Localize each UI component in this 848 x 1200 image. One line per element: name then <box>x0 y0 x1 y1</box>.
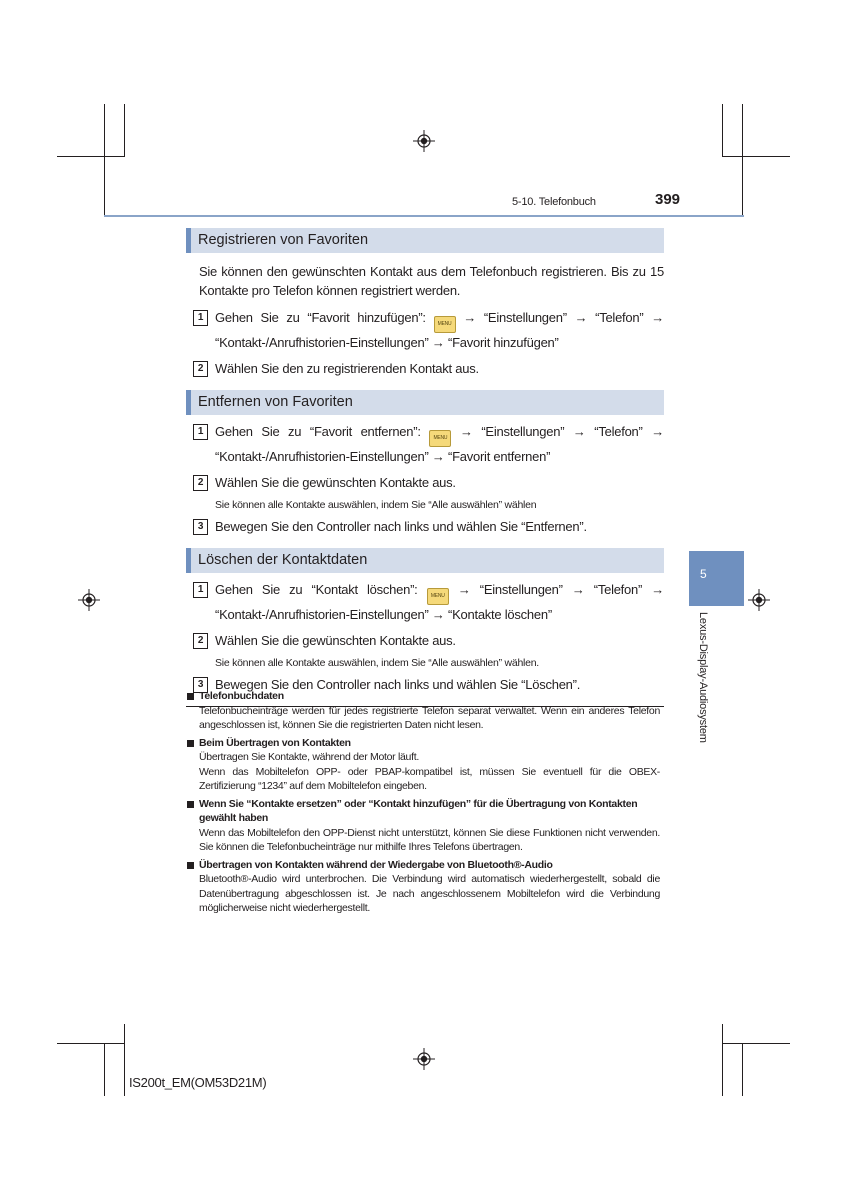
crop-mark <box>722 104 723 157</box>
step-number: 2 <box>193 475 208 491</box>
step-text: Gehen Sie zu “Favorit hinzufügen”: <box>215 310 426 325</box>
step-note: Sie können alle Kontakte auswählen, indem Sie “Alle auswählen” wählen <box>215 499 537 511</box>
chapter-number: 5 <box>700 567 707 581</box>
crop-mark <box>742 1043 743 1096</box>
bullet-square-icon <box>187 740 194 747</box>
section-intro: Sie können den gewünschten Kontakt aus dem Telefonbuch registrieren. Bis zu 15 Kontakte pro Telefon können registriert werden. <box>199 264 664 298</box>
crop-mark <box>722 1043 790 1044</box>
step-text: → “Einstellungen” → “Telefon” → “Kontakt-/Anrufhistorien-Einstellungen” → “Favorit entfernen” <box>215 424 664 464</box>
crop-mark <box>104 1043 105 1096</box>
note-item <box>186 736 660 794</box>
step-number: 3 <box>193 519 208 535</box>
registration-mark-icon <box>413 130 435 152</box>
note-body: Bluetooth®-Audio wird unterbrochen. Die Verbindung wird automatisch wiederhergestellt, sobald die Datenübertragung abgeschlossen ist. Je nach angeschlossenem Mobiltelefon wird die Verbindung möglicherweise nicht wiederhergestellt. <box>199 873 660 914</box>
step-number: 2 <box>193 361 208 377</box>
registration-mark-icon <box>413 1048 435 1070</box>
step-text: Bewegen Sie den Controller nach links und wählen Sie “Löschen”. <box>215 677 581 692</box>
step <box>186 580 664 624</box>
crop-mark <box>742 104 743 216</box>
step-number: 2 <box>193 633 208 649</box>
crop-mark <box>57 156 124 157</box>
registration-mark-icon <box>748 589 770 611</box>
crop-mark <box>124 1024 125 1096</box>
step-text: Wählen Sie die gewünschten Kontakte aus. <box>215 475 456 490</box>
registration-mark-icon <box>78 589 100 611</box>
document-code: IS200t_EM(OM53D21M) <box>129 1075 267 1090</box>
main-content <box>186 228 664 707</box>
note-body: Übertragen Sie Kontakte, während der Motor läuft. <box>199 751 419 763</box>
step <box>186 359 664 378</box>
step-text: → “Einstellungen” → “Telefon” → “Kontakt-/Anrufhistorien-Einstellungen” → “Favorit hinzufügen” <box>215 310 664 350</box>
step <box>186 631 664 650</box>
step-note: Sie können alle Kontakte auswählen, indem Sie “Alle auswählen” wählen. <box>215 657 539 669</box>
step-text: Bewegen Sie den Controller nach links und wählen Sie “Entfernen”. <box>215 519 587 534</box>
note-heading: Telefonbuchdaten <box>186 689 660 704</box>
menu-button-icon: MENU <box>429 430 451 447</box>
page-number: 399 <box>655 191 681 208</box>
step-text: Gehen Sie zu “Favorit entfernen”: <box>215 424 421 439</box>
crop-mark <box>104 104 105 216</box>
step-text: Gehen Sie zu “Kontakt löschen”: <box>215 582 418 597</box>
notes-block <box>186 686 660 916</box>
note-heading: Beim Übertragen von Kontakten <box>186 736 660 751</box>
note-item <box>186 797 660 855</box>
step-text: Wählen Sie den zu registrierenden Kontakt aus. <box>215 361 479 376</box>
crop-mark <box>722 1024 723 1096</box>
note-item <box>186 689 660 733</box>
step <box>186 473 664 492</box>
bullet-square-icon <box>187 862 194 869</box>
crop-mark <box>722 156 790 157</box>
step <box>186 308 664 352</box>
menu-button-icon: MENU <box>427 588 449 605</box>
step-text: → “Einstellungen” → “Telefon” → “Kontakt-/Anrufhistorien-Einstellungen” → “Kontakte löschen” <box>215 582 664 622</box>
note-body: Wenn das Mobiltelefon den OPP-Dienst nicht unterstützt, können Sie diese Funktionen nicht verwenden. Sie können die Telefonbucheinträge nur mithilfe Ihres Telefons übertragen. <box>199 826 660 853</box>
step <box>186 422 664 466</box>
crop-mark <box>124 104 125 157</box>
step-number: 1 <box>193 310 208 326</box>
step-number: 3 <box>193 677 208 693</box>
step <box>186 517 664 536</box>
crop-mark <box>57 1043 124 1044</box>
section-title: Registrieren von Favoriten <box>186 228 664 253</box>
step-text: Wählen Sie die gewünschten Kontakte aus. <box>215 633 456 648</box>
bullet-square-icon <box>187 801 194 808</box>
note-item <box>186 858 660 916</box>
step-number: 1 <box>193 424 208 440</box>
bullet-square-icon <box>187 693 194 700</box>
note-body: Telefonbucheinträge werden für jedes registrierte Telefon separat verwaltet. Wenn ein anderes Telefon angeschlossen ist, können Sie die registrierten Daten nicht lesen. <box>199 704 660 731</box>
header-rule <box>104 215 744 217</box>
step-number: 1 <box>193 582 208 598</box>
note-body: Wenn das Mobiltelefon OPP- oder PBAP-kompatibel ist, müssen Sie eventuell für die OBEX-Zertifizierung “1234” auf dem Mobiltelefon eingeben. <box>199 765 660 792</box>
note-heading: Übertragen von Kontakten während der Wiedergabe von Bluetooth®-Audio <box>186 858 660 873</box>
chapter-tab <box>689 551 744 606</box>
section-title: Löschen der Kontaktdaten <box>186 548 664 573</box>
running-header-section: 5-10. Telefonbuch <box>512 196 596 208</box>
section-title: Entfernen von Favoriten <box>186 390 664 415</box>
note-heading: Wenn Sie “Kontakte ersetzen” oder “Kontakt hinzufügen” für die Übertragung von Kontakten gewählt haben <box>186 797 660 826</box>
menu-button-icon: MENU <box>434 316 456 333</box>
chapter-title: Lexus-Display-Audiosystem <box>697 612 709 743</box>
